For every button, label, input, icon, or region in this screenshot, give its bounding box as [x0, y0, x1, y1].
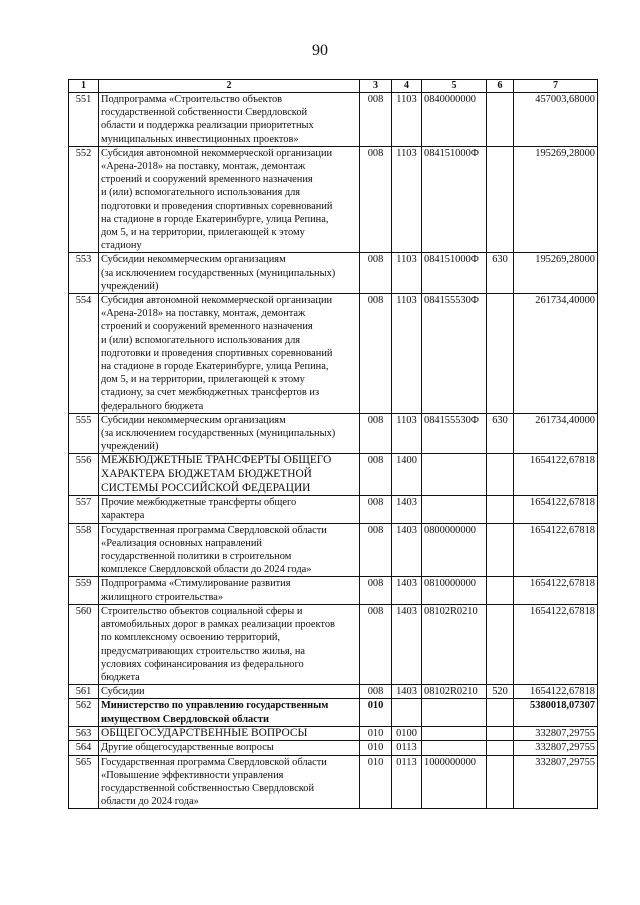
section-code: 1400 — [392, 454, 422, 496]
expense-type-code — [487, 577, 514, 604]
ministry-code: 010 — [360, 755, 392, 809]
ministry-code: 008 — [360, 93, 392, 147]
column-header: 5 — [422, 80, 487, 93]
target-code: 08102R0210 — [422, 685, 487, 699]
amount: 1654122,67818 — [514, 496, 598, 523]
column-header: 7 — [514, 80, 598, 93]
row-name: МЕЖБЮДЖЕТНЫЕ ТРАНСФЕРТЫ ОБЩЕГО ХАРАКТЕРА БЮДЖЕТАМ БЮДЖЕТНОЙ СИСТЕМЫ РОССИЙСКОЙ ФЕДЕРАЦИИ — [99, 454, 360, 496]
amount: 261734,40000 — [514, 413, 598, 454]
table-row — [69, 93, 598, 147]
table-row — [69, 699, 598, 726]
amount: 1654122,67818 — [514, 604, 598, 684]
row-number: 557 — [69, 496, 99, 523]
ministry-code: 010 — [360, 741, 392, 755]
target-code: 084151000Ф — [422, 253, 487, 294]
amount: 457003,68000 — [514, 93, 598, 147]
row-number: 558 — [69, 523, 99, 577]
amount: 261734,40000 — [514, 294, 598, 414]
ministry-code: 008 — [360, 496, 392, 523]
amount: 1654122,67818 — [514, 577, 598, 604]
table-row — [69, 741, 598, 755]
target-code: 084155530Ф — [422, 294, 487, 414]
row-name: Прочие межбюджетные трансферты общего характера — [99, 496, 360, 523]
section-code: 1403 — [392, 604, 422, 684]
table-header-row — [69, 80, 598, 93]
table-row — [69, 685, 598, 699]
row-number: 563 — [69, 726, 99, 741]
table-row — [69, 294, 598, 414]
ministry-code: 010 — [360, 726, 392, 741]
table-row — [69, 755, 598, 809]
row-number: 556 — [69, 454, 99, 496]
ministry-code: 008 — [360, 577, 392, 604]
amount: 1654122,67818 — [514, 685, 598, 699]
expense-type-code — [487, 294, 514, 414]
row-name: Строительство объектов социальной сферы и автомобильных дорог в рамках реализации проектов по комплексному освоению территорий, предусматривающих строительство жилья, на условиях софинансирования из федерального бюджета — [99, 604, 360, 684]
amount: 1654122,67818 — [514, 454, 598, 496]
target-code: 1000000000 — [422, 755, 487, 809]
expense-type-code — [487, 496, 514, 523]
target-code — [422, 726, 487, 741]
section-code: 1403 — [392, 523, 422, 577]
ministry-code: 008 — [360, 253, 392, 294]
section-code: 1103 — [392, 253, 422, 294]
row-number: 553 — [69, 253, 99, 294]
section-code: 0100 — [392, 726, 422, 741]
amount: 332807,29755 — [514, 741, 598, 755]
expense-type-code — [487, 755, 514, 809]
target-code: 0800000000 — [422, 523, 487, 577]
row-number: 562 — [69, 699, 99, 726]
table-row — [69, 496, 598, 523]
ministry-code: 010 — [360, 699, 392, 726]
row-name: Министерство по управлению государственным имуществом Свердловской области — [99, 699, 360, 726]
amount: 332807,29755 — [514, 726, 598, 741]
target-code: 0840000000 — [422, 93, 487, 147]
section-code: 1403 — [392, 577, 422, 604]
expense-type-code — [487, 93, 514, 147]
table-row — [69, 146, 598, 253]
target-code — [422, 496, 487, 523]
target-code: 084155530Ф — [422, 413, 487, 454]
ministry-code: 008 — [360, 604, 392, 684]
table-row — [69, 523, 598, 577]
row-number: 559 — [69, 577, 99, 604]
budget-table — [68, 79, 598, 809]
section-code: 1403 — [392, 685, 422, 699]
target-code: 084151000Ф — [422, 146, 487, 253]
row-name: Подпрограмма «Стимулирование развития жилищного строительства» — [99, 577, 360, 604]
row-name: Субсидии — [99, 685, 360, 699]
row-name: Субсидия автономной некоммерческой организации «Арена-2018» на поставку, монтаж, демонтаж строений и сооружений временного назначения и (или) вспомогательного использования для подготовки и проведения спортивных соревнований на стадионе в городе Екатеринбурге, улица Репина, дом 5, и на территории, прилегающей к этому стадиону, за счет межбюджетных трансфертов из федерального бюджета — [99, 294, 360, 414]
amount: 195269,28000 — [514, 253, 598, 294]
ministry-code: 008 — [360, 685, 392, 699]
amount: 332807,29755 — [514, 755, 598, 809]
column-header: 6 — [487, 80, 514, 93]
table-row — [69, 253, 598, 294]
row-number: 564 — [69, 741, 99, 755]
row-number: 554 — [69, 294, 99, 414]
expense-type-code: 520 — [487, 685, 514, 699]
expense-type-code — [487, 146, 514, 253]
amount: 1654122,67818 — [514, 523, 598, 577]
row-number: 565 — [69, 755, 99, 809]
row-name: Субсидии некоммерческим организациям (за исключением государственных (муниципальных) учреждений) — [99, 253, 360, 294]
ministry-code: 008 — [360, 413, 392, 454]
target-code: 0810000000 — [422, 577, 487, 604]
row-name: Подпрограмма «Строительство объектов государственной собственности Свердловской области и поддержка реализации приоритетных муниципальных инвестиционных проектов» — [99, 93, 360, 147]
ministry-code: 008 — [360, 146, 392, 253]
row-number: 560 — [69, 604, 99, 684]
expense-type-code — [487, 604, 514, 684]
column-header: 4 — [392, 80, 422, 93]
row-name: Субсидия автономной некоммерческой организации «Арена-2018» на поставку, монтаж, демонтаж строений и сооружений временного назначения и (или) вспомогательного использования для подготовки и проведения спортивных соревнований на стадионе в городе Екатеринбурге, улица Репина, дом 5, и на территории, прилегающей к этому стадиону — [99, 146, 360, 253]
table-row — [69, 454, 598, 496]
row-number: 555 — [69, 413, 99, 454]
target-code — [422, 454, 487, 496]
column-header: 2 — [99, 80, 360, 93]
section-code: 1103 — [392, 413, 422, 454]
row-name: Государственная программа Свердловской области «Реализация основных направлений государственной политики в строительном комплексе Свердловской области до 2024 года» — [99, 523, 360, 577]
ministry-code: 008 — [360, 294, 392, 414]
table-row — [69, 413, 598, 454]
section-code: 1103 — [392, 146, 422, 253]
target-code: 08102R0210 — [422, 604, 487, 684]
amount: 195269,28000 — [514, 146, 598, 253]
ministry-code: 008 — [360, 523, 392, 577]
expense-type-code — [487, 454, 514, 496]
expense-type-code — [487, 741, 514, 755]
row-number: 552 — [69, 146, 99, 253]
column-header: 3 — [360, 80, 392, 93]
section-code — [392, 699, 422, 726]
row-number: 551 — [69, 93, 99, 147]
table-row — [69, 604, 598, 684]
section-code: 0113 — [392, 755, 422, 809]
expense-type-code — [487, 726, 514, 741]
page-number: 90 — [312, 42, 328, 59]
expense-type-code: 630 — [487, 413, 514, 454]
ministry-code: 008 — [360, 454, 392, 496]
table-row — [69, 577, 598, 604]
row-name: Другие общегосударственные вопросы — [99, 741, 360, 755]
row-name: Субсидии некоммерческим организациям (за исключением государственных (муниципальных) учреждений) — [99, 413, 360, 454]
section-code: 0113 — [392, 741, 422, 755]
section-code: 1103 — [392, 294, 422, 414]
amount: 5380018,07307 — [514, 699, 598, 726]
expense-type-code — [487, 699, 514, 726]
section-code: 1103 — [392, 93, 422, 147]
target-code — [422, 741, 487, 755]
expense-type-code: 630 — [487, 253, 514, 294]
row-name: Государственная программа Свердловской области «Повышение эффективности управления государственной собственностью Свердловской области до 2024 года» — [99, 755, 360, 809]
section-code: 1403 — [392, 496, 422, 523]
target-code — [422, 699, 487, 726]
table-row — [69, 726, 598, 741]
column-header: 1 — [69, 80, 99, 93]
expense-type-code — [487, 523, 514, 577]
row-name: ОБЩЕГОСУДАРСТВЕННЫЕ ВОПРОСЫ — [99, 726, 360, 741]
row-number: 561 — [69, 685, 99, 699]
